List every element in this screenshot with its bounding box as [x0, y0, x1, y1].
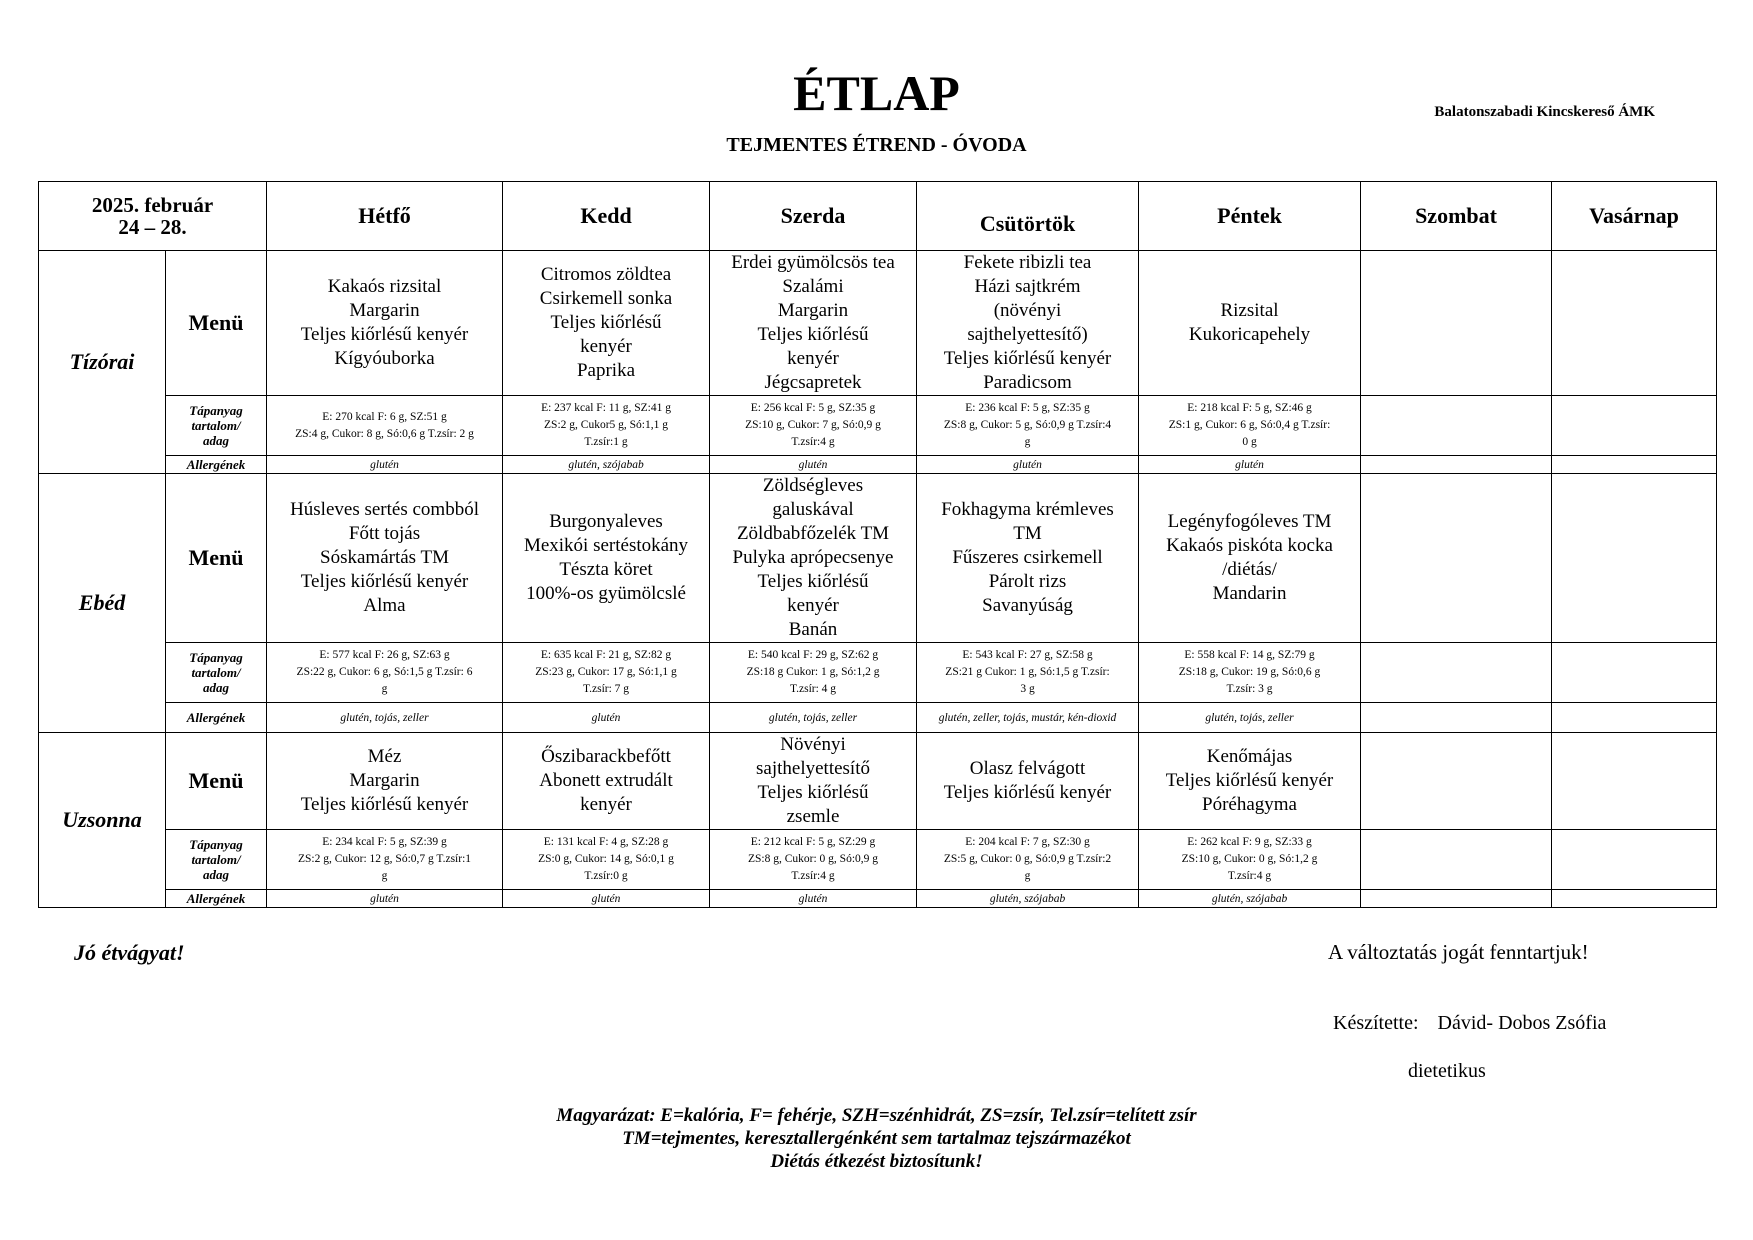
author-label: Készítette: — [1333, 1012, 1419, 1034]
nutrition-line: g — [1024, 436, 1031, 448]
nutrition-line: E: 237 kcal F: 11 g, SZ:41 g — [541, 402, 671, 414]
nutrition-cell — [267, 396, 503, 456]
nutrition-line: E: 131 kcal F: 4 g, SZ:28 g — [543, 836, 669, 848]
menu-item: Mandarin — [1212, 583, 1287, 604]
allergen-row — [39, 890, 1717, 908]
day-header: Szombat — [1361, 182, 1552, 251]
allergen-row — [39, 456, 1717, 474]
nutrition-line: ZS:8 g, Cukor: 0 g, Só:0,9 g — [748, 853, 879, 865]
menu-row — [39, 733, 1717, 830]
menu-item: Házi sajtkrém — [974, 276, 1081, 297]
menu-cell — [503, 251, 710, 396]
menu-item: TM — [1013, 523, 1042, 544]
menu-item: Teljes kiőrlésű — [757, 571, 869, 592]
menu-item: Jégcsapretek — [764, 372, 862, 393]
allergen-cell: glutén, tojás, zeller — [1139, 703, 1361, 733]
menu-item: Pulyka aprópecsenye — [732, 547, 894, 568]
nutrition-cell — [1552, 396, 1717, 456]
menu-cell — [1139, 251, 1361, 396]
nutrition-cell — [917, 830, 1139, 890]
menu-cell — [1139, 474, 1361, 643]
menu-item: sajthelyettesítő — [756, 758, 870, 779]
allergen-row — [39, 703, 1717, 733]
menu-item: Csirkemell sonka — [539, 288, 673, 309]
nutrition-label-line: adag — [203, 867, 229, 882]
menu-cell — [1361, 251, 1552, 396]
nutrition-line: T.zsír:4 g — [791, 436, 835, 448]
menu-item: Sóskamártás TM — [320, 547, 449, 568]
allergen-cell: glutén, tojás, zeller — [267, 703, 503, 733]
allergen-cell: glutén, szójabab — [917, 890, 1139, 908]
nutrition-line: 0 g — [1242, 436, 1257, 448]
menu-item: Olasz felvágott — [969, 758, 1086, 779]
nutrition-label-line: Tápanyag — [189, 403, 243, 418]
menu-item: Teljes kiőrlésű kenyér — [300, 571, 469, 592]
menu-item: Kakaós piskóta kocka — [1166, 535, 1333, 556]
menu-item: Teljes kiőrlésű kenyér — [943, 782, 1112, 803]
nutrition-line: E: 635 kcal F: 21 g, SZ:82 g — [540, 649, 672, 661]
menu-item: kenyér — [580, 336, 632, 357]
institution-name: Balatonszabadi Kincskereső ÁMK — [1434, 104, 1655, 120]
nutrition-row — [39, 643, 1717, 703]
menu-item: Kenőmájas — [1206, 746, 1293, 767]
nutrition-label-line: tartalom/ — [191, 418, 241, 433]
legend — [0, 1104, 1753, 1173]
nutrition-line: g — [381, 683, 388, 695]
menu-item: Savanyúság — [982, 595, 1073, 616]
row-label-menu: Menü — [166, 251, 267, 396]
nutrition-line: E: 234 kcal F: 5 g, SZ:39 g — [322, 836, 447, 848]
allergen-cell — [1361, 890, 1552, 908]
nutrition-label-line: tartalom/ — [191, 852, 241, 867]
allergen-cell: glutén — [1139, 456, 1361, 474]
nutrition-cell — [710, 396, 917, 456]
menu-item: Fokhagyma krémleves — [941, 499, 1114, 520]
allergen-cell: glutén, zeller, tojás, mustár, kén-dioxid — [917, 703, 1139, 733]
day-header: Hétfő — [267, 182, 503, 251]
menu-item: Alma — [363, 595, 406, 616]
menu-item: Teljes kiőrlésű — [757, 782, 869, 803]
menu-row — [39, 474, 1717, 643]
nutrition-cell — [1552, 830, 1717, 890]
meal-name: Ebéd — [39, 474, 166, 733]
nutrition-row — [39, 830, 1717, 890]
nutrition-line: ZS:1 g, Cukor: 6 g, Só:0,4 g T.zsír: — [1168, 419, 1331, 431]
menu-item: Növényi — [780, 734, 846, 755]
nutrition-row — [39, 396, 1717, 456]
row-label-menu: Menü — [166, 474, 267, 643]
menu-item: Tészta köret — [559, 559, 653, 580]
nutrition-line: E: 218 kcal F: 5 g, SZ:46 g — [1187, 402, 1312, 414]
nutrition-line: E: 543 kcal F: 27 g, SZ:58 g — [962, 649, 1093, 661]
nutrition-label-line: adag — [203, 680, 229, 695]
menu-item: Teljes kiőrlésű — [550, 312, 662, 333]
nutrition-line: E: 558 kcal F: 14 g, SZ:79 g — [1184, 649, 1315, 661]
menu-item: Banán — [788, 619, 838, 640]
nutrition-line: ZS:21 g Cukor: 1 g, Só:1,5 g T.zsír: — [945, 666, 1110, 678]
menu-item: Fűszeres csirkemell — [952, 547, 1103, 568]
menu-cell — [1139, 733, 1361, 830]
row-label-allergens: Allergének — [166, 703, 267, 733]
menu-item: Erdei gyümölcsös tea — [731, 252, 895, 273]
greeting-text: Jó étvágyat! — [74, 940, 185, 965]
menu-cell — [1361, 733, 1552, 830]
nutrition-cell — [267, 643, 503, 703]
nutrition-line: ZS:2 g, Cukor5 g, Só:1,1 g — [544, 419, 668, 431]
menu-item: Abonett extrudált — [539, 770, 673, 791]
allergen-cell: glutén, tojás, zeller — [710, 703, 917, 733]
date-month: 2025. február — [91, 193, 214, 217]
menu-item: Kígyóuborka — [334, 348, 435, 369]
nutrition-line: T.zsír: 7 g — [582, 683, 630, 695]
allergen-cell: glutén, szójabab — [1139, 890, 1361, 908]
menu-item: Méz — [367, 746, 402, 767]
author-role: dietetikus — [1408, 1060, 1486, 1082]
menu-cell — [917, 474, 1139, 643]
allergen-cell — [1552, 456, 1717, 474]
meal-name: Uzsonna — [39, 733, 166, 908]
allergen-cell: glutén — [917, 456, 1139, 474]
nutrition-line: g — [1024, 870, 1031, 882]
allergen-cell: glutén — [503, 703, 710, 733]
menu-item: Őszibarackbefőtt — [541, 746, 671, 767]
date-range-cell — [39, 182, 267, 251]
nutrition-line: ZS:5 g, Cukor: 0 g, Só:0,9 g T.zsír:2 — [943, 853, 1112, 865]
nutrition-line: ZS:18 g, Cukor: 19 g, Só:0,6 g — [1178, 666, 1321, 678]
menu-item: Teljes kiőrlésű — [757, 324, 869, 345]
menu-item: zsemle — [786, 806, 840, 827]
nutrition-cell — [1552, 643, 1717, 703]
nutrition-line: T.zsír:4 g — [1227, 870, 1272, 882]
menu-table — [38, 181, 1717, 908]
allergen-cell — [1361, 703, 1552, 733]
day-header: Péntek — [1139, 182, 1361, 251]
menu-item: (növényi — [993, 300, 1062, 321]
row-label-nutrition — [166, 830, 267, 890]
allergen-cell: glutén — [267, 890, 503, 908]
menu-cell — [710, 474, 917, 643]
nutrition-cell — [267, 830, 503, 890]
menu-item: Húsleves sertés combból — [290, 499, 479, 520]
nutrition-line: T.zsír:4 g — [791, 870, 835, 882]
menu-item: Teljes kiőrlésű kenyér — [300, 324, 469, 345]
legend-line: Magyarázat: E=kalória, F= fehérje, SZH=szénhidrát, ZS=zsír, Tel.zsír=telített zsír — [556, 1105, 1197, 1126]
nutrition-cell — [1139, 643, 1361, 703]
menu-item: kenyér — [787, 348, 839, 369]
menu-item: Rizsital — [1220, 300, 1279, 321]
menu-item: Margarin — [349, 300, 420, 321]
nutrition-line: ZS:10 g, Cukor: 0 g, Só:1,2 g — [1181, 853, 1318, 865]
nutrition-line: 3 g — [1020, 683, 1035, 695]
menu-cell — [917, 733, 1139, 830]
menu-item: Mexikói sertéstokány — [523, 535, 689, 556]
nutrition-line: E: 577 kcal F: 26 g, SZ:63 g — [319, 649, 450, 661]
nutrition-cell — [503, 643, 710, 703]
nutrition-line: T.zsír:1 g — [584, 436, 628, 448]
allergen-cell — [1552, 890, 1717, 908]
nutrition-line: E: 270 kcal F: 6 g, SZ:51 g — [322, 410, 447, 423]
menu-item: Teljes kiőrlésű kenyér — [943, 348, 1112, 369]
menu-item: /diétás/ — [1222, 559, 1277, 580]
row-label-nutrition — [166, 643, 267, 703]
menu-item: Kukoricapehely — [1188, 324, 1311, 345]
legend-line: TM=tejmentes, keresztallergénként sem tartalmaz tejszármazékot — [622, 1128, 1131, 1149]
menu-item: Szalámi — [782, 276, 844, 297]
meal-name: Tízórai — [39, 251, 166, 474]
allergen-cell: glutén, szójabab — [503, 456, 710, 474]
nutrition-line: T.zsír: 3 g — [1226, 683, 1273, 695]
menu-cell — [1552, 474, 1717, 643]
nutrition-cell — [917, 396, 1139, 456]
row-label-allergens: Allergének — [166, 456, 267, 474]
disclaimer-text: A változtatás jogát fenntartjuk! — [1328, 940, 1589, 964]
menu-item: sajthelyettesítő) — [967, 324, 1088, 345]
menu-cell — [267, 733, 503, 830]
menu-item: Legényfogóleves TM — [1167, 511, 1332, 532]
menu-item: Főtt tojás — [348, 523, 421, 544]
menu-item: galuskával — [772, 499, 854, 520]
menu-cell — [503, 733, 710, 830]
menu-row — [39, 251, 1717, 396]
menu-item: Margarin — [777, 300, 849, 321]
day-header: Vasárnap — [1552, 182, 1717, 251]
nutrition-line: T.zsír:0 g — [584, 870, 628, 882]
allergen-cell: glutén — [503, 890, 710, 908]
allergen-cell — [1361, 456, 1552, 474]
menu-item: kenyér — [580, 794, 632, 815]
menu-cell — [267, 251, 503, 396]
nutrition-cell — [710, 643, 917, 703]
nutrition-cell — [503, 830, 710, 890]
nutrition-label-line: tartalom/ — [191, 665, 241, 680]
nutrition-line: T.zsír: 4 g — [789, 683, 837, 695]
row-label-allergens: Allergének — [166, 890, 267, 908]
allergen-cell: glutén — [710, 890, 917, 908]
menu-cell — [1552, 251, 1717, 396]
author-name: Dávid- Dobos Zsófia — [1437, 1012, 1607, 1034]
nutrition-cell — [1361, 396, 1552, 456]
menu-item: kenyér — [787, 595, 839, 616]
menu-item: Párolt rizs — [988, 571, 1067, 592]
nutrition-cell — [1361, 643, 1552, 703]
menu-cell — [503, 474, 710, 643]
nutrition-line: E: 540 kcal F: 29 g, SZ:62 g — [747, 649, 879, 661]
menu-cell — [1361, 474, 1552, 643]
menu-item: Paprika — [576, 360, 636, 381]
nutrition-line: ZS:10 g, Cukor: 7 g, Só:0,9 g — [745, 419, 881, 431]
day-header: Csütörtök — [917, 182, 1139, 251]
nutrition-line: ZS:18 g Cukor: 1 g, Só:1,2 g — [746, 666, 880, 678]
nutrition-label-line: adag — [203, 433, 229, 448]
nutrition-cell — [1361, 830, 1552, 890]
nutrition-line: E: 256 kcal F: 5 g, SZ:35 g — [750, 402, 876, 414]
legend-line: Diétás étkezést biztosítunk! — [770, 1151, 983, 1172]
menu-item: Fekete ribizli tea — [963, 252, 1092, 273]
menu-cell — [917, 251, 1139, 396]
row-label-menu: Menü — [166, 733, 267, 830]
day-header: Kedd — [503, 182, 710, 251]
nutrition-label-line: Tápanyag — [189, 837, 243, 852]
menu-item: Kakaós rizsital — [327, 276, 442, 297]
menu-item: Teljes kiőrlésű kenyér — [1165, 770, 1334, 791]
nutrition-line: E: 236 kcal F: 5 g, SZ:35 g — [965, 402, 1090, 414]
nutrition-line: E: 262 kcal F: 9 g, SZ:33 g — [1187, 836, 1312, 848]
nutrition-cell — [1139, 396, 1361, 456]
menu-item: 100%-os gyümölcslé — [526, 583, 686, 604]
nutrition-cell — [503, 396, 710, 456]
menu-cell — [1552, 733, 1717, 830]
nutrition-line: ZS:23 g, Cukor: 17 g, Só:1,1 g — [535, 666, 677, 678]
nutrition-line: ZS:2 g, Cukor: 12 g, Só:0,7 g T.zsír:1 — [297, 853, 472, 865]
nutrition-cell — [1139, 830, 1361, 890]
menu-item: Paradicsom — [983, 372, 1072, 393]
menu-item: Zöldbabfőzelék TM — [736, 523, 890, 544]
day-header: Szerda — [710, 182, 917, 251]
nutrition-cell — [710, 830, 917, 890]
date-days: 24 – 28. — [118, 215, 187, 239]
nutrition-label-line: Tápanyag — [189, 650, 243, 665]
row-label-nutrition — [166, 396, 267, 456]
menu-item: Burgonyaleves — [549, 511, 663, 532]
nutrition-line: E: 212 kcal F: 5 g, SZ:29 g — [750, 836, 876, 848]
page-subtitle: TEJMENTES ÉTREND - ÓVODA — [726, 134, 1027, 156]
nutrition-line: ZS:22 g, Cukor: 6 g, Só:1,5 g T.zsír: 6 — [296, 666, 473, 678]
nutrition-line: ZS:4 g, Cukor: 8 g, Só:0,6 g T.zsír: 2 g — [295, 427, 474, 440]
allergen-cell: glutén — [710, 456, 917, 474]
author-line — [1333, 1012, 1606, 1035]
allergen-cell: glutén — [267, 456, 503, 474]
nutrition-cell — [917, 643, 1139, 703]
menu-item: Zöldségleves — [762, 475, 864, 496]
nutrition-line: g — [381, 870, 388, 882]
nutrition-line: ZS:0 g, Cukor: 14 g, Só:0,1 g — [538, 853, 674, 865]
allergen-cell — [1552, 703, 1717, 733]
menu-item: Citromos zöldtea — [540, 264, 672, 285]
menu-item: Teljes kiőrlésű kenyér — [300, 794, 469, 815]
nutrition-line: E: 204 kcal F: 7 g, SZ:30 g — [965, 836, 1090, 848]
page-title: ÉTLAP — [793, 65, 960, 121]
nutrition-line: ZS:8 g, Cukor: 5 g, Só:0,9 g T.zsír:4 — [943, 419, 1112, 431]
menu-item: Póréhagyma — [1202, 794, 1297, 815]
menu-cell — [710, 251, 917, 396]
menu-cell — [267, 474, 503, 643]
header-row — [39, 182, 1717, 251]
menu-cell — [710, 733, 917, 830]
menu-item: Margarin — [349, 770, 420, 791]
